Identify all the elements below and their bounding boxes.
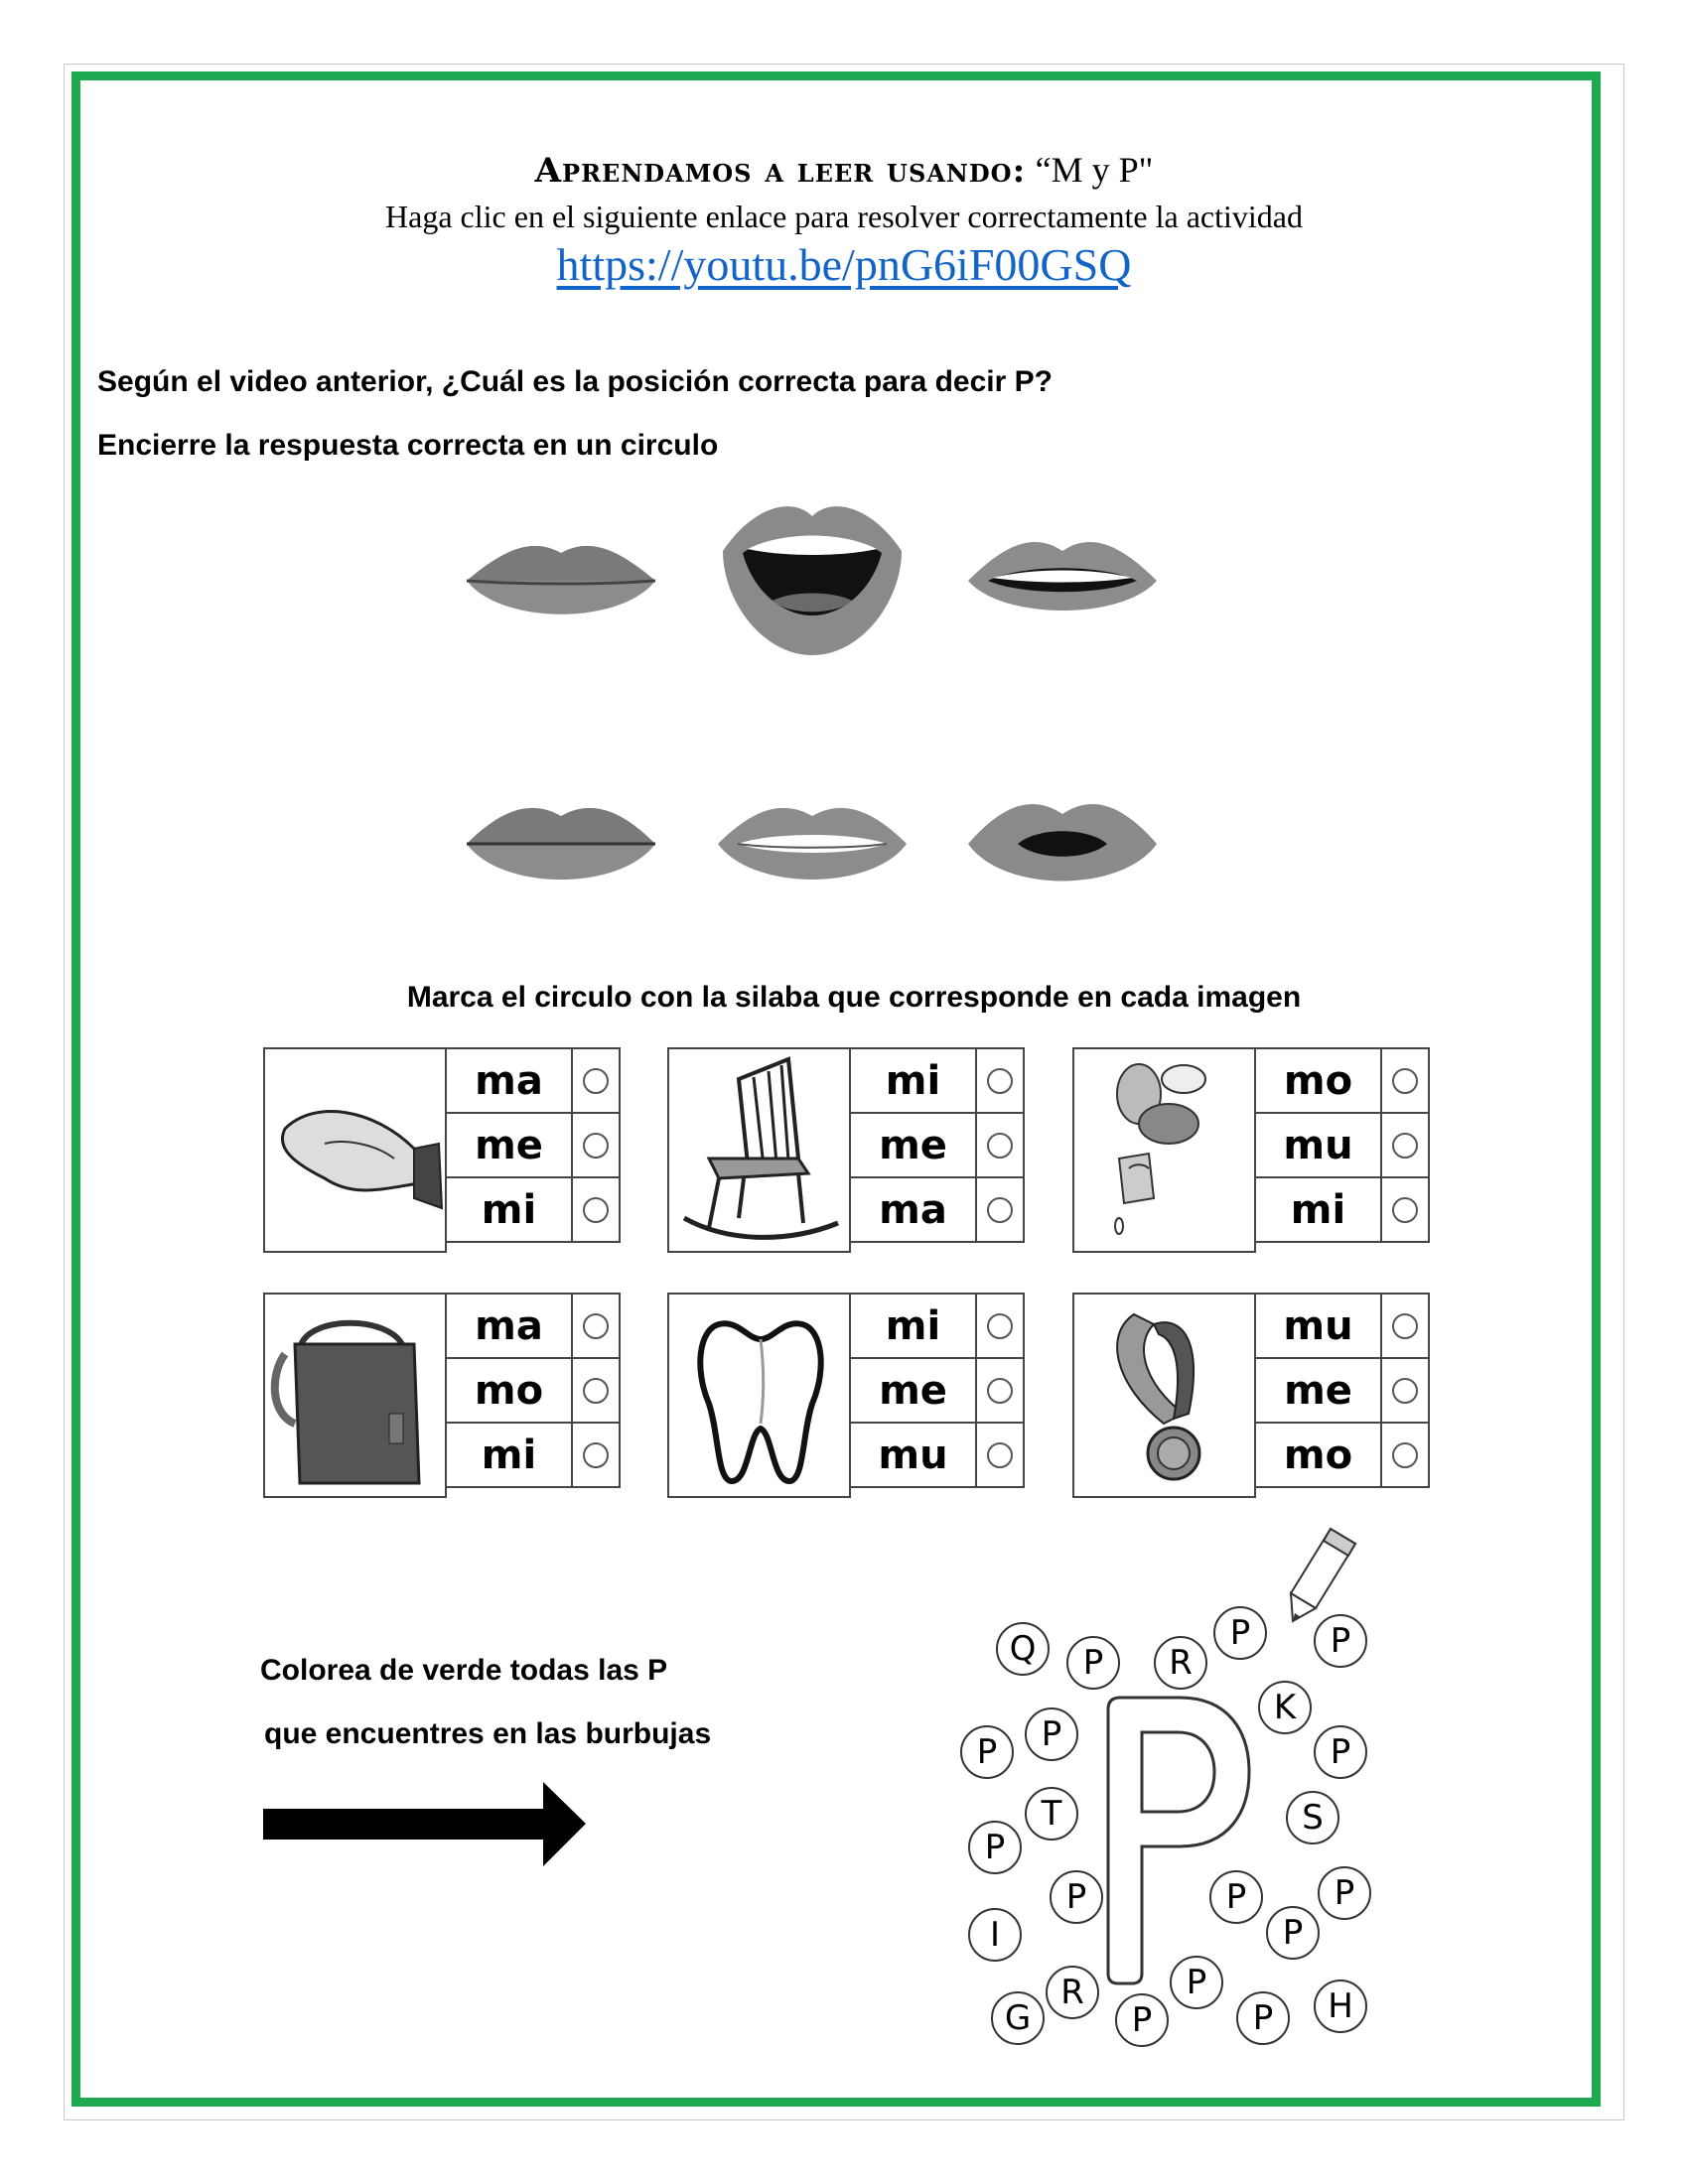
option-syllable: mu (1255, 1113, 1381, 1177)
option-syllable: mi (446, 1177, 572, 1242)
letter-bubble[interactable]: P (1266, 1906, 1320, 1960)
letter-bubble[interactable]: T (1025, 1787, 1078, 1841)
option-syllable: mi (446, 1423, 572, 1487)
color-instruction-line2: que encuentres en las burbujas (264, 1717, 712, 1750)
option-radio[interactable] (1392, 1068, 1418, 1094)
letter-bubble[interactable]: R (1046, 1966, 1099, 2019)
letter-bubble[interactable]: P (1115, 1993, 1169, 2047)
option-radio[interactable] (987, 1068, 1013, 1094)
letter-bubble[interactable]: S (1286, 1791, 1339, 1844)
letter-bubble[interactable]: P (1213, 1606, 1267, 1660)
letter-bubble[interactable]: P (1025, 1707, 1078, 1761)
option-syllable: mi (850, 1048, 976, 1113)
letter-bubble[interactable]: P (1314, 1725, 1367, 1779)
option-radio[interactable] (987, 1133, 1013, 1159)
section-title: Marca el circulo con la silaba que corresponde en cada imagen (406, 981, 1302, 1014)
syllable-card-hand (263, 1047, 621, 1253)
option-syllable: mo (1255, 1423, 1381, 1487)
lips-round-open-icon[interactable] (963, 789, 1162, 898)
title-sub: “M y P" (1035, 150, 1154, 190)
syllable-card-medal (1072, 1293, 1430, 1498)
lips-wide-open-icon[interactable] (713, 491, 912, 660)
option-radio[interactable] (1392, 1197, 1418, 1223)
letter-bubble[interactable]: P (1209, 1870, 1263, 1924)
letter-bubble[interactable]: P (1066, 1636, 1120, 1690)
letter-bubble[interactable]: Q (996, 1622, 1050, 1676)
option-syllable: me (446, 1113, 572, 1177)
option-radio[interactable] (1392, 1378, 1418, 1404)
syllable-card-backpack (263, 1293, 621, 1498)
question-1: Según el video anterior, ¿Cuál es la posición correcta para decir P? (97, 365, 1053, 398)
lips-closed-icon[interactable] (462, 531, 660, 630)
rocking-chair-icon (667, 1047, 851, 1253)
option-syllable: me (1255, 1358, 1381, 1423)
option-syllable: me (850, 1358, 976, 1423)
letter-bubble[interactable]: P (1314, 1614, 1367, 1668)
bee-with-honey-pot-icon (1072, 1047, 1256, 1253)
letter-bubble[interactable]: P (1050, 1870, 1103, 1924)
title-main: Aprendamos a leer usando: (534, 151, 1027, 191)
video-link[interactable]: https://youtu.be/pnG6iF00GSQ (556, 239, 1132, 290)
instruction-text: Haga clic en el siguiente enlace para resolver correctamente la actividad (385, 199, 1303, 234)
letter-bubble[interactable]: P (1170, 1956, 1223, 2009)
option-syllable: mi (850, 1294, 976, 1358)
arrow-right-icon (263, 1782, 586, 1866)
pencil-icon (1281, 1524, 1360, 1623)
option-syllable: me (850, 1113, 976, 1177)
option-radio[interactable] (987, 1313, 1013, 1339)
syllable-card-chair (667, 1047, 1025, 1253)
option-radio[interactable] (583, 1378, 609, 1404)
option-syllable: mu (1255, 1294, 1381, 1358)
option-radio[interactable] (583, 1197, 609, 1223)
option-syllable: mi (1255, 1177, 1381, 1242)
option-syllable: ma (446, 1048, 572, 1113)
option-radio[interactable] (1392, 1442, 1418, 1468)
option-radio[interactable] (987, 1197, 1013, 1223)
option-syllable: mo (1255, 1048, 1381, 1113)
letter-bubble[interactable]: K (1258, 1681, 1312, 1734)
video-link-container (0, 238, 1688, 291)
option-radio[interactable] (583, 1313, 609, 1339)
syllable-card-bee (1072, 1047, 1430, 1253)
option-syllable: ma (850, 1177, 976, 1242)
option-syllable: mu (850, 1423, 976, 1487)
option-radio[interactable] (1392, 1313, 1418, 1339)
letter-bubble[interactable]: G (991, 1991, 1045, 2045)
letter-bubble[interactable]: P (960, 1725, 1014, 1779)
option-radio[interactable] (987, 1378, 1013, 1404)
letter-bubble[interactable]: R (1154, 1636, 1207, 1690)
option-radio[interactable] (1392, 1133, 1418, 1159)
tooth-icon (667, 1293, 851, 1498)
option-syllable: mo (446, 1358, 572, 1423)
backpack-icon (263, 1293, 447, 1498)
question-1-instruction: Encierre la respuesta correcta en un circulo (97, 429, 719, 462)
lips-smile-icon[interactable] (713, 794, 912, 893)
letter-bubble[interactable]: P (1318, 1866, 1371, 1920)
lips-pressed-icon[interactable] (462, 794, 660, 893)
letter-bubble[interactable]: H (1314, 1979, 1367, 2033)
option-radio[interactable] (583, 1133, 609, 1159)
option-radio[interactable] (987, 1442, 1013, 1468)
letter-bubble[interactable]: I (968, 1908, 1022, 1962)
option-radio[interactable] (583, 1068, 609, 1094)
option-radio[interactable] (583, 1442, 609, 1468)
medal-icon (1072, 1293, 1256, 1498)
syllable-card-tooth (667, 1293, 1025, 1498)
lips-teeth-icon[interactable] (963, 526, 1162, 635)
hand-icon (263, 1047, 447, 1253)
big-letter-p (1090, 1688, 1259, 1985)
letter-bubble[interactable]: P (968, 1821, 1022, 1874)
page-title (0, 149, 1688, 191)
color-instruction-line1: Colorea de verde todas las P (260, 1654, 668, 1687)
letter-bubble[interactable]: P (1236, 1991, 1290, 2045)
option-syllable: ma (446, 1294, 572, 1358)
